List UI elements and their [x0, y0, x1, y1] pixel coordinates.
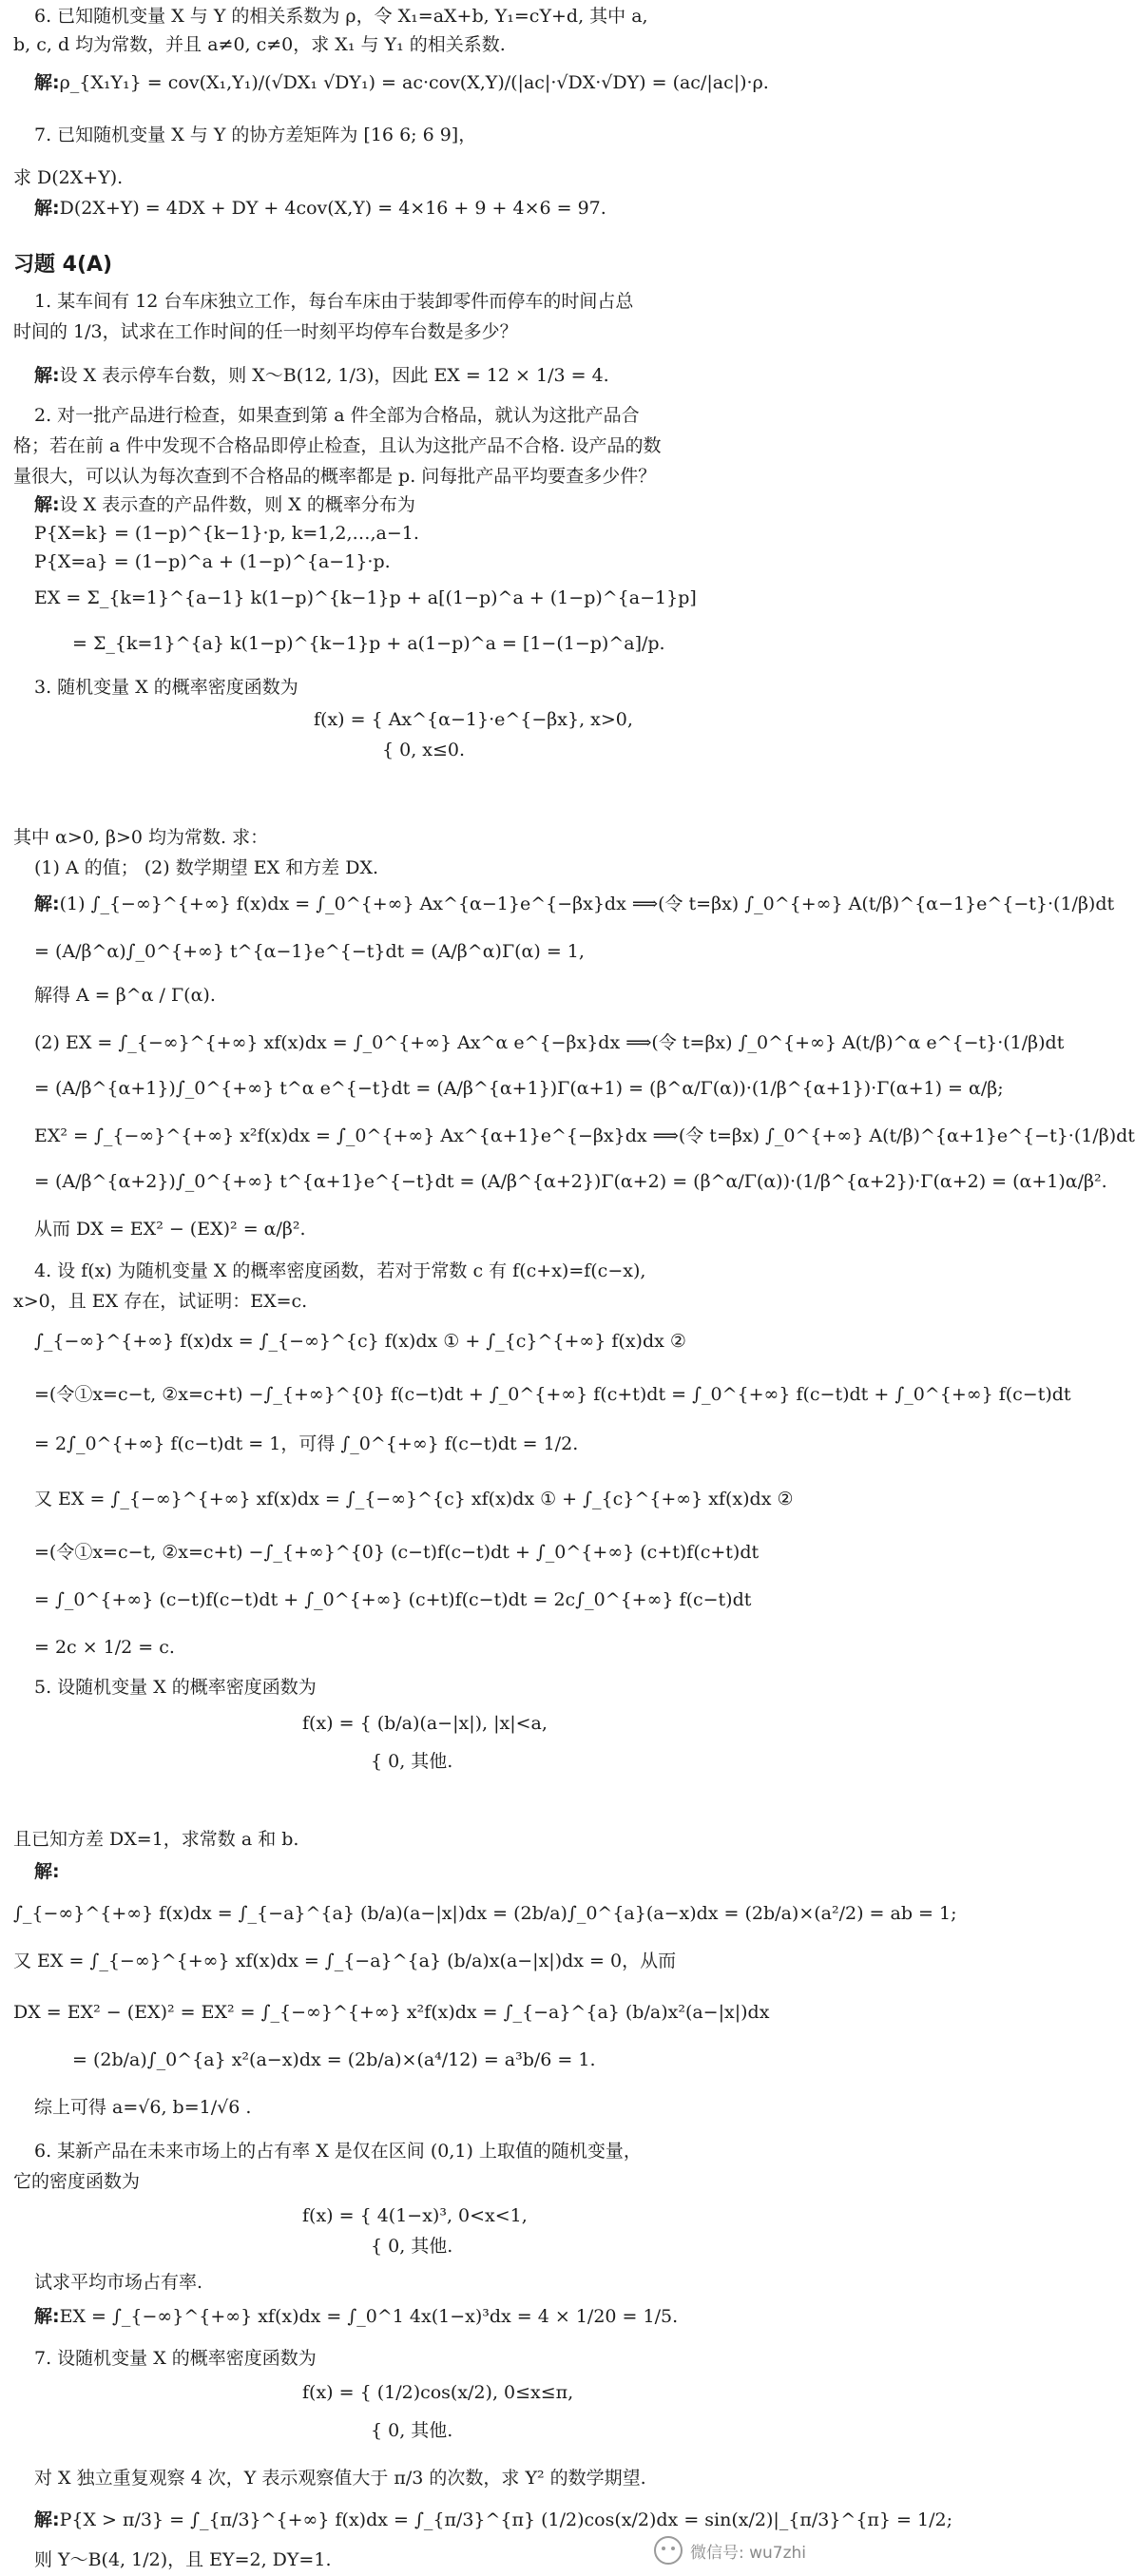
- text-line: [0, 1671, 819, 1703]
- text-line: [0, 1631, 819, 1663]
- text-line: [0, 1707, 819, 1740]
- text-line: [0, 1745, 819, 1778]
- watermark-text: 微信号: wu7zhi: [689, 2543, 806, 2563]
- text-line: [0, 2376, 819, 2409]
- line-text: = Σ_{k=1}^{a} k(1−p)^{k−1}p + a(1−p)^a = [1−(1−p)^a]/p.: [72, 633, 665, 654]
- text-line: [0, 285, 819, 317]
- line-text: EX² = ∫_{−∞}^{+∞} x²f(x)dx = ∫_0^{+∞} Ax^{α+1}e^{−βx}dx ⟹(令 t=βx) ∫_0^{+∞} A(t/β)^{α+1}e^{−t}·(1/β)dt: [34, 1125, 1135, 1146]
- text-line: [0, 627, 819, 660]
- line-text: { 0, x≤0.: [382, 740, 466, 760]
- line-text: 设 X 表示查的产品件数，则 X 的概率分布为: [59, 494, 415, 515]
- text-line: [0, 671, 819, 703]
- line-text: 则 Y～B(4, 1/2)，且 EY=2, DY=1.: [34, 2549, 332, 2570]
- line-text: 4. 设 f(x) 为随机变量 X 的概率密度函数，若对于常数 c 有 f(c+x)=f(c−x),: [34, 1260, 646, 1281]
- line-text: DX = EX² − (EX)² = EX² = ∫_{−∞}^{+∞} x²f(x)dx = ∫_{−a}^{a} (b/a)x²(a−|x|)dx: [13, 2002, 770, 2023]
- solution-label: 解:: [34, 365, 60, 386]
- text-line: [0, 359, 819, 392]
- line-text: 对 X 独立重复观察 4 次，Y 表示观察值大于 π/3 的次数，求 Y² 的数学期望.: [34, 2468, 646, 2489]
- line-text: 6. 某新产品在未来市场上的占有率 X 是仅在区间 (0,1) 上取值的随机变量，: [34, 2141, 642, 2162]
- text-line: [0, 2165, 819, 2198]
- line-text: = (A/β^{α+2})∫_0^{+∞} t^{α+1}e^{−t}dt = (A/β^{α+2})Γ(α+2) = (β^α/Γ(α))·(1/β^{α+2})·Γ(α+2) = (α+1)α/β².: [34, 1171, 1107, 1192]
- text-line: [0, 1584, 819, 1616]
- text-line: [0, 2414, 819, 2447]
- text-line: [0, 1855, 819, 1888]
- text-line: [0, 935, 819, 968]
- line-text: 1. 某车间有 12 台车床独立工作，每台车床由于装卸零件而停车的时间占总: [34, 291, 634, 312]
- text-line: [0, 546, 819, 578]
- line-text: 时间的 1/3，试求在工作时间的任一时刻平均停车台数是多少？: [13, 321, 518, 342]
- solution-label: 解:: [34, 494, 60, 515]
- text-line: [0, 119, 819, 151]
- line-text: 试求平均市场占有率.: [34, 2272, 203, 2293]
- solution-label: 解:: [34, 198, 60, 219]
- line-text: (2) EX = ∫_{−∞}^{+∞} xf(x)dx = ∫_0^{+∞} Ax^α e^{−βx}dx ⟹(令 t=βx) ∫_0^{+∞} A(t/β)^α e^{−t}·(1/β)dt: [34, 1032, 1065, 1053]
- text-line: [0, 2135, 819, 2167]
- line-text: D(2X+Y) = 4DX + DY + 4cov(X,Y) = 4×16 + 9 + 4×6 = 97.: [59, 198, 606, 219]
- text-line: [0, 1996, 819, 2028]
- text-line: [0, 1536, 819, 1568]
- line-text: 综上可得 a=√6, b=1/√6 .: [34, 2097, 252, 2118]
- line-text: f(x) = { Ax^{α−1}·e^{−βx}, x>0,: [314, 709, 633, 730]
- line-text: 且已知方差 DX=1，求常数 a 和 b.: [13, 1829, 299, 1850]
- line-text: 习题 4(A): [13, 253, 113, 277]
- text-line: [0, 2342, 819, 2374]
- line-text: b, c, d 均为常数，并且 a≠0, c≠0，求 X₁ 与 Y₁ 的相关系数.: [13, 34, 506, 55]
- line-text: ∫_{−∞}^{+∞} f(x)dx = ∫_{−a}^{a} (b/a)(a−|x|)dx = (2b/a)∫_0^{a}(a−x)dx = (2b/a)×(a²/2) = ab = 1;: [13, 1903, 957, 1924]
- text-line: [0, 2462, 819, 2494]
- line-text: ∫_{−∞}^{+∞} f(x)dx = ∫_{−∞}^{c} f(x)dx ① + ∫_{c}^{+∞} f(x)dx ②: [34, 1331, 686, 1352]
- text-line: [0, 1027, 1065, 1059]
- text-line: [0, 2200, 819, 2232]
- line-text: 其中 α>0, β>0 均为常数. 求：: [13, 827, 269, 848]
- text-line: [0, 582, 819, 614]
- line-text: = (A/β^α)∫_0^{+∞} t^{α−1}e^{−t}dt = (A/β^α)Γ(α) = 1,: [34, 941, 585, 962]
- text-line: [0, 852, 819, 884]
- line-text: P{X=a} = (1−p)^a + (1−p)^{a−1}·p.: [34, 551, 391, 572]
- text-line: [0, 1213, 819, 1245]
- line-text: 3. 随机变量 X 的概率密度函数为: [34, 677, 298, 698]
- text-line: [0, 316, 819, 348]
- text-line: [0, 1120, 1135, 1152]
- solution-label: 解:: [34, 1861, 60, 1882]
- section-heading: [0, 249, 819, 281]
- line-text: = (2b/a)∫_0^{a} x²(a−x)dx = (2b/a)×(a⁴/12) = a³b/6 = 1.: [72, 2049, 596, 2070]
- line-text: { 0, 其他.: [371, 2236, 453, 2257]
- text-line: [0, 703, 819, 736]
- text-line: [0, 1897, 957, 1930]
- line-text: 7. 设随机变量 X 的概率密度函数为: [34, 2348, 317, 2369]
- line-text: =(令①x=c−t, ②x=c+t) −∫_{+∞}^{0} (c−t)f(c−t)dt + ∫_0^{+∞} (c+t)f(c+t)dt: [34, 1542, 760, 1563]
- line-text: EX = Σ_{k=1}^{a−1} k(1−p)^{k−1}p + a[(1−p)^a + (1−p)^{a−1}p]: [34, 587, 697, 608]
- line-text: f(x) = { (b/a)(a−|x|), |x|<a,: [302, 1713, 548, 1734]
- line-text: ρ_{X₁Y₁} = cov(X₁,Y₁)/(√DX₁ √DY₁) = ac·cov(X,Y)/(|ac|·√DX·√DY) = (ac/|ac|)·ρ.: [59, 72, 769, 93]
- text-line: [0, 1285, 819, 1317]
- text-line: [0, 0, 819, 32]
- line-text: (1) A 的值； (2) 数学期望 EX 和方差 DX.: [34, 857, 379, 878]
- line-text: P{X > π/3} = ∫_{π/3}^{+∞} f(x)dx = ∫_{π/3}^{π} (1/2)cos(x/2)dx = sin(x/2)|_{π/3}^{π} = 1/2;: [59, 2509, 952, 2530]
- text-line: [0, 1165, 1107, 1198]
- text-line: [0, 2091, 819, 2124]
- text-line: [0, 162, 819, 194]
- line-text: 从而 DX = EX² − (EX)² = α/β².: [34, 1219, 306, 1240]
- text-line: [0, 192, 819, 224]
- text-line: [0, 2230, 819, 2262]
- text-line: [0, 2504, 952, 2536]
- line-text: f(x) = { 4(1−x)³, 0<x<1,: [302, 2205, 528, 2226]
- line-text: P{X=k} = (1−p)^{k−1}·p, k=1,2,…,a−1.: [34, 523, 419, 544]
- line-text: = (A/β^{α+1})∫_0^{+∞} t^α e^{−t}dt = (A/β^{α+1})Γ(α+1) = (β^α/Γ(α))·(1/β^{α+1})·Γ(α+1) = α/β;: [34, 1078, 1004, 1099]
- line-text: f(x) = { (1/2)cos(x/2), 0≤x≤π,: [302, 2382, 574, 2403]
- line-text: 又 EX = ∫_{−∞}^{+∞} xf(x)dx = ∫_{−∞}^{c} xf(x)dx ① + ∫_{c}^{+∞} xf(x)dx ②: [34, 1489, 794, 1509]
- text-line: [0, 979, 819, 1011]
- text-line: [0, 1823, 819, 1855]
- line-text: { 0, 其他.: [371, 1751, 453, 1772]
- line-text: 设 X 表示停车台数，则 X～B(12, 1/3)，因此 EX = 12 × 1/3 = 4.: [59, 365, 609, 386]
- line-text: 格；若在前 a 件中发现不合格品即停止检查，且认为这批产品不合格. 设产品的数: [13, 435, 662, 456]
- text-line: [0, 888, 1115, 920]
- text-line: [0, 517, 819, 549]
- line-text: = ∫_0^{+∞} (c−t)f(c−t)dt + ∫_0^{+∞} (c+t)f(c−t)dt = 2c∫_0^{+∞} f(c−t)dt: [34, 1589, 752, 1610]
- text-line: [0, 1945, 819, 1977]
- text-line: [0, 1325, 819, 1357]
- solution-label: 解:: [34, 2509, 60, 2530]
- text-line: [0, 29, 819, 61]
- line-text: EX = ∫_{−∞}^{+∞} xf(x)dx = ∫_0^1 4x(1−x)³dx = 4 × 1/20 = 1/5.: [59, 2306, 679, 2327]
- line-text: { 0, 其他.: [371, 2420, 453, 2441]
- line-text: 7. 已知随机变量 X 与 Y 的协方差矩阵为 [16 6; 6 9]，: [34, 125, 477, 145]
- text-line: [0, 489, 819, 521]
- line-text: x>0，且 EX 存在，试证明：EX=c.: [13, 1291, 308, 1312]
- line-text: =(令①x=c−t, ②x=c+t) −∫_{+∞}^{0} f(c−t)dt + ∫_0^{+∞} f(c+t)dt = ∫_0^{+∞} f(c−t)dt + ∫_0^{+∞} f(c−t)dt: [34, 1384, 1071, 1405]
- line-text: = 2c × 1/2 = c.: [34, 1637, 175, 1658]
- solution-label: 解:: [34, 894, 60, 914]
- text-line: [0, 460, 819, 492]
- text-line: [0, 1428, 819, 1460]
- line-text: 6. 已知随机变量 X 与 Y 的相关系数为 ρ，令 X₁=aX+b, Y₁=cY+d, 其中 a,: [34, 6, 648, 27]
- text-line: [0, 2300, 819, 2333]
- text-line: [0, 430, 819, 462]
- text-line: [0, 1072, 1004, 1105]
- line-text: 5. 设随机变量 X 的概率密度函数为: [34, 1677, 317, 1698]
- text-line: [0, 734, 819, 766]
- text-line: [0, 1255, 819, 1287]
- watermark: [654, 2534, 806, 2566]
- text-line: [0, 1378, 1071, 1411]
- solution-label: 解:: [34, 72, 60, 93]
- text-line: [0, 399, 819, 432]
- line-text: 解得 A = β^α / Γ(α).: [34, 985, 216, 1006]
- text-line: [0, 67, 819, 99]
- wechat-icon: [654, 2536, 683, 2565]
- line-text: 又 EX = ∫_{−∞}^{+∞} xf(x)dx = ∫_{−a}^{a} (b/a)x(a−|x|)dx = 0，从而: [13, 1951, 677, 1971]
- line-text: 2. 对一批产品进行检查，如果查到第 a 件全部为合格品，就认为这批产品合: [34, 405, 640, 426]
- solution-label: 解:: [34, 2306, 60, 2327]
- text-line: [0, 2044, 819, 2076]
- line-text: 量很大，可以认为每次查到不合格品的概率都是 p. 问每批产品平均要查多少件？: [13, 466, 657, 487]
- line-text: 求 D(2X+Y).: [13, 167, 124, 188]
- line-text: 它的密度函数为: [13, 2171, 141, 2192]
- text-line: [0, 821, 819, 854]
- line-text: (1) ∫_{−∞}^{+∞} f(x)dx = ∫_0^{+∞} Ax^{α−1}e^{−βx}dx ⟹(令 t=βx) ∫_0^{+∞} A(t/β)^{α−1}e^{−t}·(1/β)dt: [59, 894, 1115, 914]
- line-text: = 2∫_0^{+∞} f(c−t)dt = 1，可得 ∫_0^{+∞} f(c−t)dt = 1/2.: [34, 1433, 579, 1454]
- text-line: [0, 2266, 819, 2298]
- text-line: [0, 1483, 819, 1515]
